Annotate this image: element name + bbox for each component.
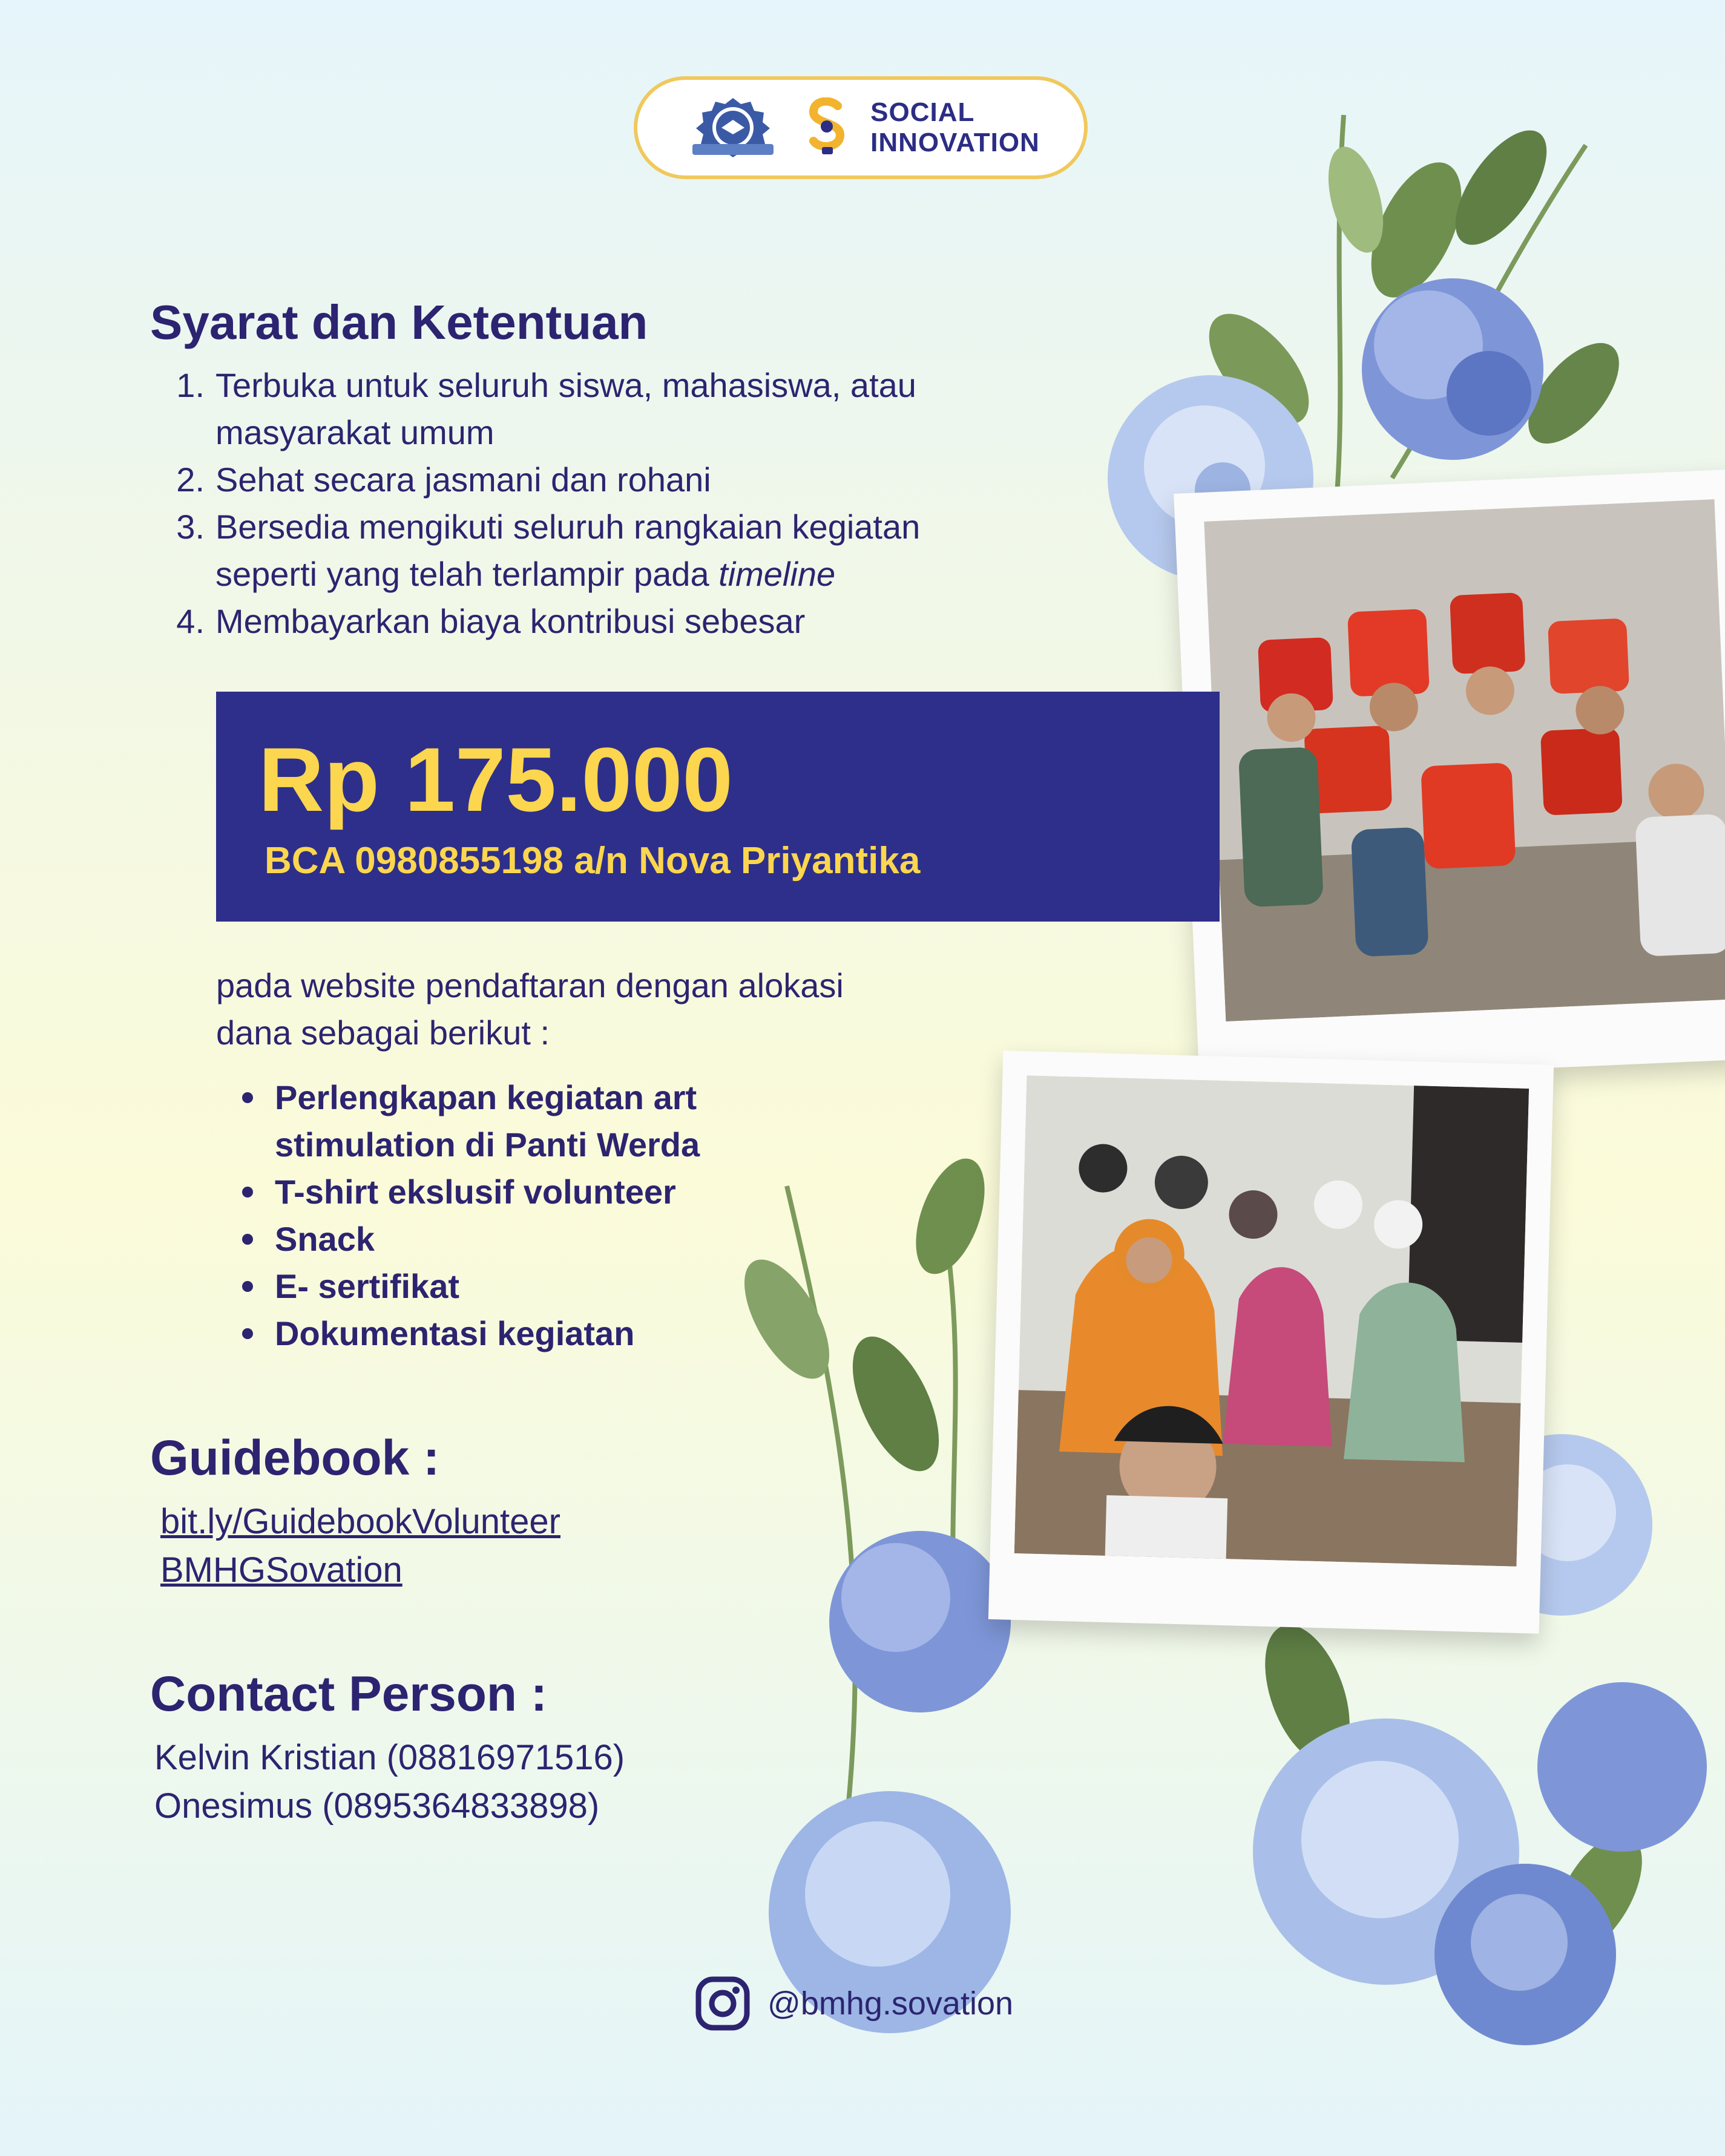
polaroid-photo-bottom bbox=[988, 1050, 1554, 1633]
contact-title: Contact Person : bbox=[150, 1666, 548, 1722]
terms-item-1-line1: Terbuka untuk seluruh siswa, mahasiswa, atau bbox=[215, 366, 916, 404]
allocation-item-1: Perlengkapan kegiatan art stimulation di Panti Werda bbox=[237, 1074, 964, 1168]
instagram-handle[interactable]: @bmhg.sovation bbox=[767, 1985, 1014, 2022]
allocation-item-5: Dokumentasi kegiatan bbox=[237, 1310, 964, 1357]
allocation-list bbox=[237, 1074, 964, 1357]
terms-item-2-line1: Sehat secara jasmani dan rohani bbox=[215, 460, 711, 499]
instagram-icon[interactable] bbox=[695, 1976, 751, 2031]
terms-item-3-line2: seperti yang telah terlampir pada timeline bbox=[215, 555, 836, 593]
terms-item-4-line1: Membayarkan biaya kontribusi sebesar bbox=[215, 602, 806, 640]
polaroid-photo-top bbox=[1174, 469, 1725, 1083]
organization-seal-icon bbox=[682, 94, 784, 161]
allocation-item-3: Snack bbox=[237, 1216, 964, 1263]
contact-person-1: Kelvin Kristian (08816971516) bbox=[154, 1738, 625, 1777]
guidebook-title: Guidebook : bbox=[150, 1430, 440, 1486]
header-logo-pill bbox=[634, 76, 1088, 179]
terms-item-3: 3. Bersedia mengikuti seluruh rangkaian kegiatan seperti yang telah terlampir pada timeline bbox=[168, 503, 1040, 598]
terms-item-3-line1: Bersedia mengikuti seluruh rangkaian kegiatan bbox=[215, 508, 921, 546]
brand-line-1: SOCIAL bbox=[870, 97, 975, 127]
social-innovation-logo-icon bbox=[806, 97, 849, 158]
terms-item-1-line2: masyarakat umum bbox=[215, 413, 494, 451]
timeline-emphasis: timeline bbox=[718, 555, 836, 593]
price-amount: Rp 175.000 bbox=[258, 729, 733, 830]
brand-line-2: INNOVATION bbox=[870, 128, 1040, 157]
allocation-intro-line1: pada website pendaftaran dengan alokasi bbox=[216, 966, 844, 1004]
price-box bbox=[216, 692, 1220, 922]
photo-children-holding-snacks bbox=[1204, 499, 1725, 1021]
guidebook-link-line2[interactable]: BMHGSovation bbox=[160, 1550, 402, 1590]
allocation-item-4: E- sertifikat bbox=[237, 1263, 964, 1310]
terms-item-1: 1. Terbuka untuk seluruh siswa, mahasiswa, atau masyarakat umum bbox=[168, 362, 1040, 456]
photo-children-sitting-indoors bbox=[1014, 1075, 1529, 1566]
brand-name bbox=[870, 97, 1040, 158]
terms-list bbox=[168, 362, 1040, 645]
bank-account-info: BCA 0980855198 a/n Nova Priyantika bbox=[264, 840, 921, 882]
guidebook-link-line1[interactable]: bit.ly/GuidebookVolunteer bbox=[160, 1502, 560, 1541]
allocation-intro-line2: dana sebagai berikut : bbox=[216, 1014, 550, 1052]
allocation-item-2: T-shirt ekslusif volunteer bbox=[237, 1168, 964, 1216]
guidebook-link[interactable] bbox=[160, 1498, 560, 1594]
contact-list bbox=[154, 1734, 625, 1830]
terms-item-4: 4. Membayarkan biaya kontribusi sebesar bbox=[168, 598, 1040, 645]
footer-instagram[interactable] bbox=[695, 1976, 1013, 2031]
allocation-intro bbox=[216, 962, 1003, 1057]
terms-item-2: 2. Sehat secara jasmani dan rohani bbox=[168, 456, 1040, 503]
terms-title: Syarat dan Ketentuan bbox=[150, 295, 648, 349]
contact-person-2: Onesimus (0895364833898) bbox=[154, 1786, 600, 1826]
